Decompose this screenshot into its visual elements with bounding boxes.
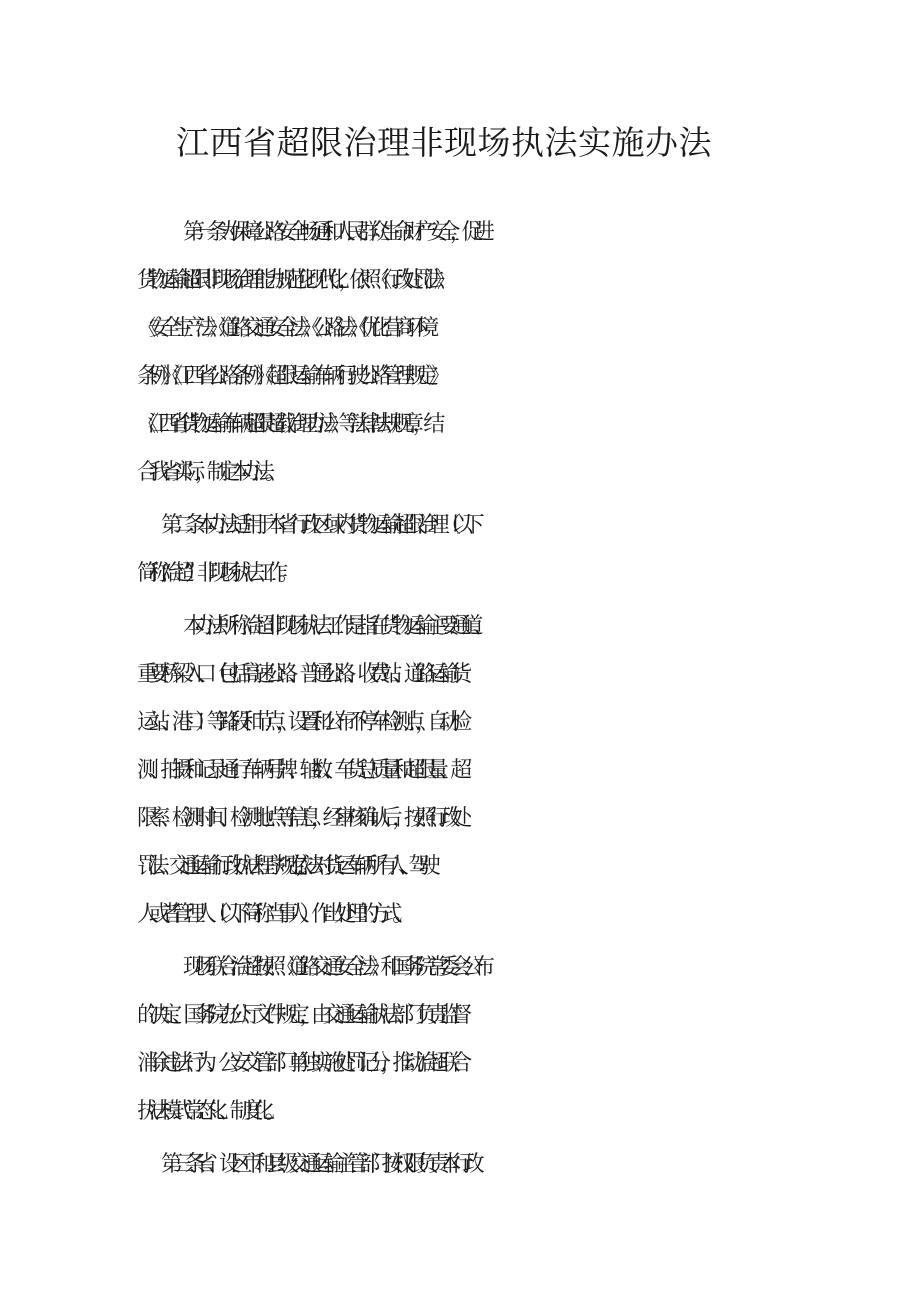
text-line: 现场联合治超按照《道路交通安全法》和国务院常委会公布 <box>183 955 485 980</box>
text-line: 货物运输超限非现场治理能力规范化现代化，依照《行政处罚法》 <box>137 268 445 293</box>
text-line: 罚法、交通运输行政执法程序规定,依法对货运车辆所有人、驾驶 <box>137 854 430 879</box>
text-line: 简称“治超”）非现场执法工作。 <box>137 561 290 586</box>
text-line: 的决定、国务院办公厅文件规定，由交通运输执法部门负责监督 <box>137 1003 462 1028</box>
text-line: 测、拍摄和记录通行车辆号牌、轴数、车货总质量和超限量、超 <box>137 758 462 783</box>
text-line: 《安全生产法》《道路交通安全法》《公路法》《优化营商环境 <box>137 316 429 341</box>
paragraph-article-2-definition <box>137 603 817 939</box>
text-line: 运站、港口）等路段和节点，设置和公布不停车检测点，自动检 <box>137 710 462 735</box>
paragraph-article-2 <box>137 502 817 598</box>
text-line: 《江西省货物运输车辆超限超载治理办法》等法律法规规章，结 <box>137 412 434 437</box>
text-line: 第二条本办法适用于本省行政区域内货物运输超限治理（以下 <box>161 513 475 538</box>
paragraph-article-1 <box>137 209 817 497</box>
text-line: 限率、检测时间、检测地点等信息，经审核确认后，按照行政处 <box>137 806 462 831</box>
text-line: 本办法所称治超非现场执法工作是指在货物运输主要通道、 <box>183 614 485 639</box>
text-line: 条例》《江西省公路条例》《超限运输车辆行驶公路管理规定》 <box>137 364 440 389</box>
text-line: 人或者管理人（以下简称当事人）作出处理的方式。 <box>137 902 404 927</box>
paragraph-article-3 <box>137 1141 817 1189</box>
text-line: 第三条省、设区市和县级交通运输主管部门按权限负责本行政 <box>161 1152 475 1177</box>
text-line: 重要桥梁入口（包括高速公路、普通公路、收费站、道路运输货 <box>137 662 462 687</box>
text-line: 第一条为保障公路安全畅通和人民群众生命财产安全，促进 <box>183 220 485 245</box>
text-line: 消除违法行为、公安交管部门单独实施处罚记分，推动治超联合 <box>137 1051 462 1076</box>
text-line: 执法模式常态化、制度化。 <box>137 1099 277 1124</box>
text-line: 合我省实际，制定本办法。 <box>137 460 277 485</box>
document-title: 江西省超限治理非现场执法实施办法 <box>176 123 712 162</box>
paragraph-joint-enforcement <box>137 944 817 1136</box>
